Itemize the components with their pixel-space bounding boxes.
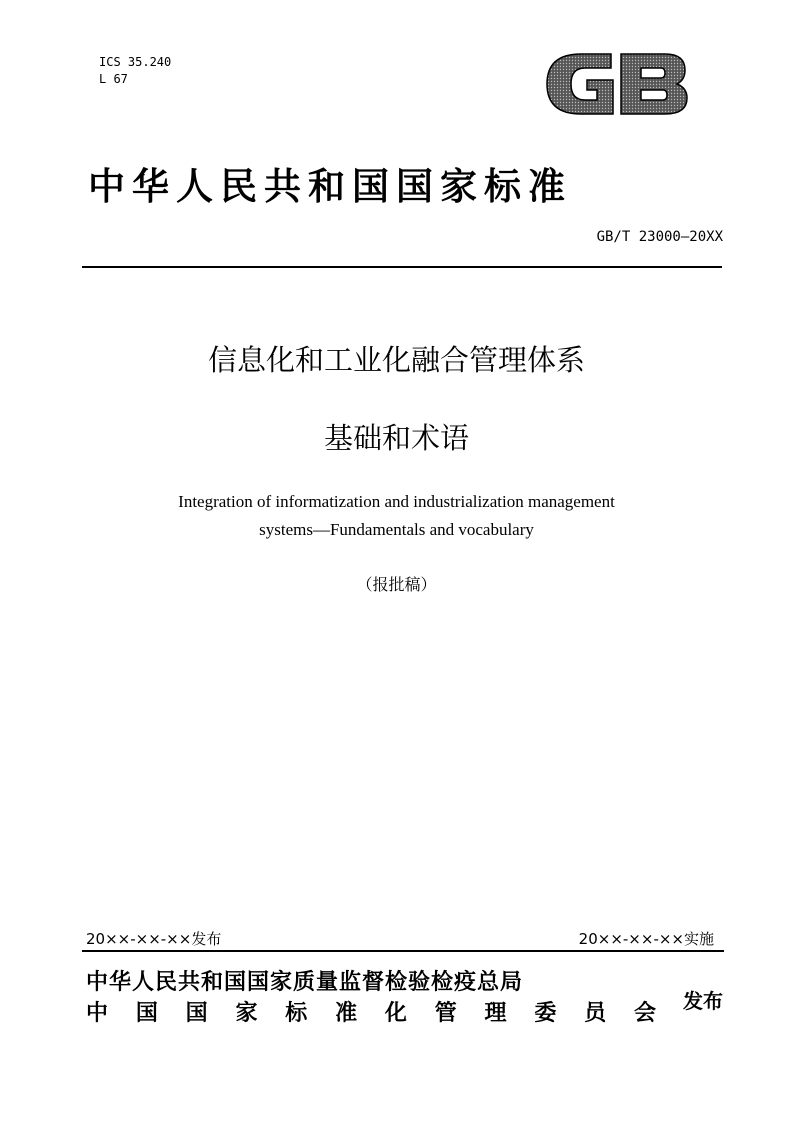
ccs-code: L 67 bbox=[99, 72, 128, 86]
english-title bbox=[0, 488, 793, 544]
ics-code: ICS 35.240 bbox=[99, 55, 172, 69]
issuer-char: 管 bbox=[434, 1001, 457, 1026]
top-divider bbox=[82, 266, 722, 268]
issuer-char: 会 bbox=[633, 1001, 656, 1026]
release-date: 20××-××-××发布 bbox=[86, 930, 222, 948]
issuer-char: 理 bbox=[484, 1001, 507, 1026]
issuer-char: 员 bbox=[584, 1001, 607, 1026]
issuer-char: 准 bbox=[335, 1001, 358, 1026]
issuer-char: 国 bbox=[135, 1001, 158, 1026]
gb-logo-icon bbox=[541, 44, 691, 124]
issued-label: 发布 bbox=[683, 989, 723, 1013]
standard-title-line-2: 基础和术语 bbox=[323, 421, 469, 455]
standard-title-line-1: 信息化和工业化融合管理体系 bbox=[207, 343, 585, 377]
issuer-char: 中 bbox=[86, 1001, 109, 1026]
national-standard-title: 中华人民共和国国家标准 bbox=[88, 165, 572, 208]
issuer-line-1: 中华人民共和国国家质量监督检验检疫总局 bbox=[86, 970, 524, 995]
issuer-line-2 bbox=[86, 996, 656, 1027]
implementation-date: 20××-××-××实施 bbox=[578, 930, 714, 948]
draft-status: （报批稿） bbox=[356, 575, 437, 594]
issuer-char: 委 bbox=[534, 1001, 557, 1026]
english-title-line-1: Integration of informatization and industrialization management bbox=[178, 492, 615, 511]
bottom-divider bbox=[82, 950, 724, 952]
english-title-line-2: systems—Fundamentals and vocabulary bbox=[259, 520, 534, 539]
issuer-char: 家 bbox=[235, 1001, 258, 1026]
issuer-char: 标 bbox=[285, 1001, 308, 1026]
classification-codes bbox=[99, 54, 171, 88]
issuer-char: 国 bbox=[185, 1001, 208, 1026]
standard-number: GB/T 23000—20XX bbox=[596, 229, 723, 245]
issuer-char: 化 bbox=[384, 1001, 407, 1026]
